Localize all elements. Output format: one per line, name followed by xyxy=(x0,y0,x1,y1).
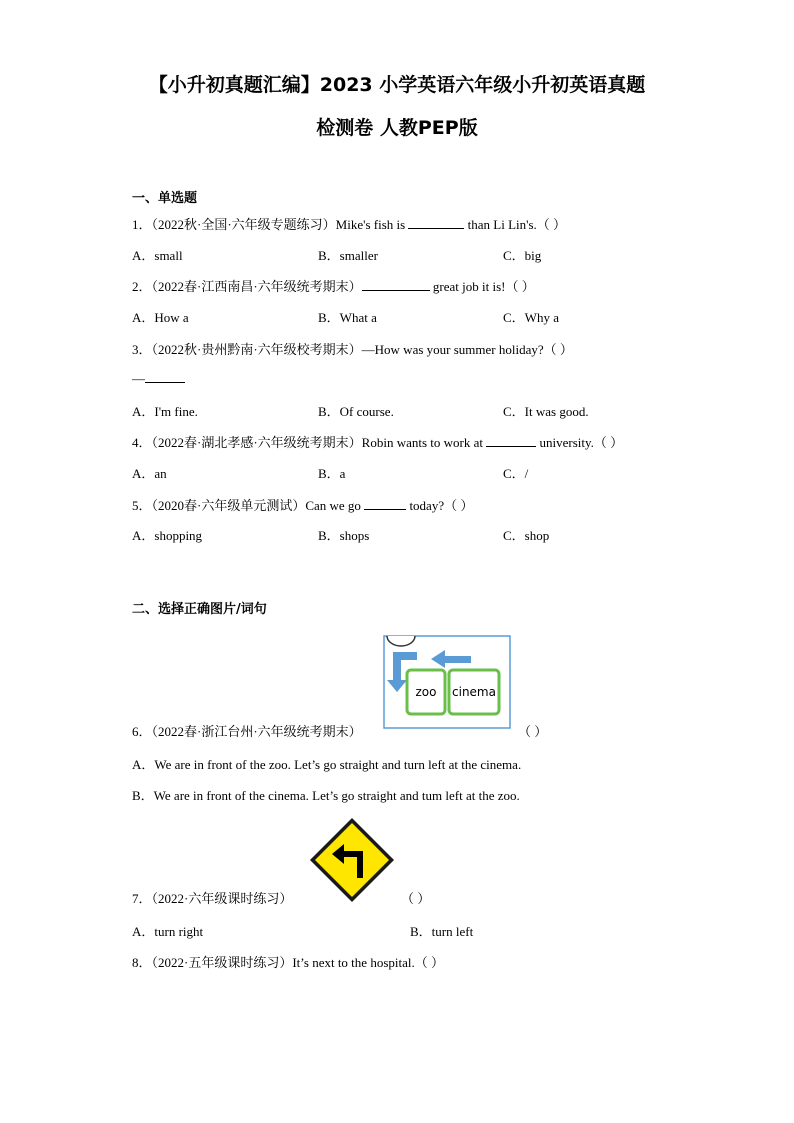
question-1 xyxy=(132,214,566,233)
question-6-answer-paren[interactable]: （ ） xyxy=(518,724,548,739)
question-1-tail: than Li Lin's.（ ） xyxy=(464,217,567,232)
question-5-stem: 5．（2020春·六年级单元测试）Can we go xyxy=(132,498,365,513)
question-7-answer-paren[interactable]: （ ） xyxy=(401,891,431,906)
answer-blank[interactable] xyxy=(362,278,430,291)
title-line-1: 【小升初真题汇编】2023 小学英语六年级小升初英语真题 xyxy=(148,74,646,96)
question-4-tail: university.（ ） xyxy=(536,435,624,450)
question-2 xyxy=(132,276,535,295)
section-heading-choose-picture: 二、选择正确图片/词句 xyxy=(132,602,267,617)
answer-blank[interactable] xyxy=(364,497,406,510)
question-4-stem: 4．（2022春·湖北孝感·六年级统考期末）Robin wants to work at xyxy=(132,435,487,450)
section-heading-single-choice: 一、单选题 xyxy=(132,191,198,206)
option-7a[interactable]: A．turn right xyxy=(132,924,204,939)
answer-blank[interactable] xyxy=(486,434,536,447)
option-3c[interactable]: C．It was good. xyxy=(503,404,589,419)
option-3a[interactable]: A．I'm fine. xyxy=(132,404,198,419)
option-4c[interactable]: C．/ xyxy=(503,466,529,481)
question-1-stem: 1．（2022秋·全国·六年级专题练习）Mike's fish is xyxy=(132,217,409,232)
question-2-stem: 2．（2022春·江西南昌·六年级统考期末） xyxy=(132,279,362,294)
option-3b[interactable]: B．Of course. xyxy=(318,404,394,419)
cinema-label: cinema xyxy=(452,685,496,699)
option-5a[interactable]: A．shopping xyxy=(132,528,203,543)
option-1b[interactable]: B．smaller xyxy=(318,248,378,263)
turn-left-sign-icon xyxy=(308,816,396,904)
option-5b[interactable]: B．shops xyxy=(318,528,370,543)
option-4b[interactable]: B．a xyxy=(318,466,346,481)
question-6: 6．（2022春·浙江台州·六年级统考期末） xyxy=(132,724,362,739)
option-6b[interactable]: B．We are in front of the cinema. Let’s go straight and tum left at the zoo. xyxy=(132,788,520,803)
question-7: 7．（2022·六年级课时练习） xyxy=(132,891,293,906)
dash: — xyxy=(132,371,145,386)
question-2-tail: great job it is!（ ） xyxy=(429,279,535,294)
question-8: 8．（2022·五年级课时练习）It’s next to the hospital.（ ） xyxy=(132,955,444,970)
question-3: 3．（2022秋·贵州黔南·六年级校考期末）—How was your summer holiday?（ ） xyxy=(132,342,573,357)
zoo-cinema-map-image xyxy=(381,628,513,730)
option-6a[interactable]: A．We are in front of the zoo. Let’s go straight and turn left at the cinema. xyxy=(132,757,522,772)
option-7b[interactable]: B．turn left xyxy=(410,924,474,939)
option-1c[interactable]: C．big xyxy=(503,248,542,263)
question-5-tail: today?（ ） xyxy=(406,498,474,513)
option-5c[interactable]: C．shop xyxy=(503,528,550,543)
option-4a[interactable]: A．an xyxy=(132,466,167,481)
answer-blank[interactable] xyxy=(145,370,185,383)
answer-blank[interactable] xyxy=(408,216,464,229)
question-5 xyxy=(132,495,473,514)
zoo-label: zoo xyxy=(415,685,437,699)
option-2c[interactable]: C．Why a xyxy=(503,310,559,325)
option-2b[interactable]: B．What a xyxy=(318,310,377,325)
option-1a[interactable]: A．small xyxy=(132,248,183,263)
question-4 xyxy=(132,432,623,451)
option-2a[interactable]: A．How a xyxy=(132,310,189,325)
question-3-answer-line xyxy=(132,370,185,387)
title-line-2: 检测卷 人教PEP版 xyxy=(316,117,478,139)
